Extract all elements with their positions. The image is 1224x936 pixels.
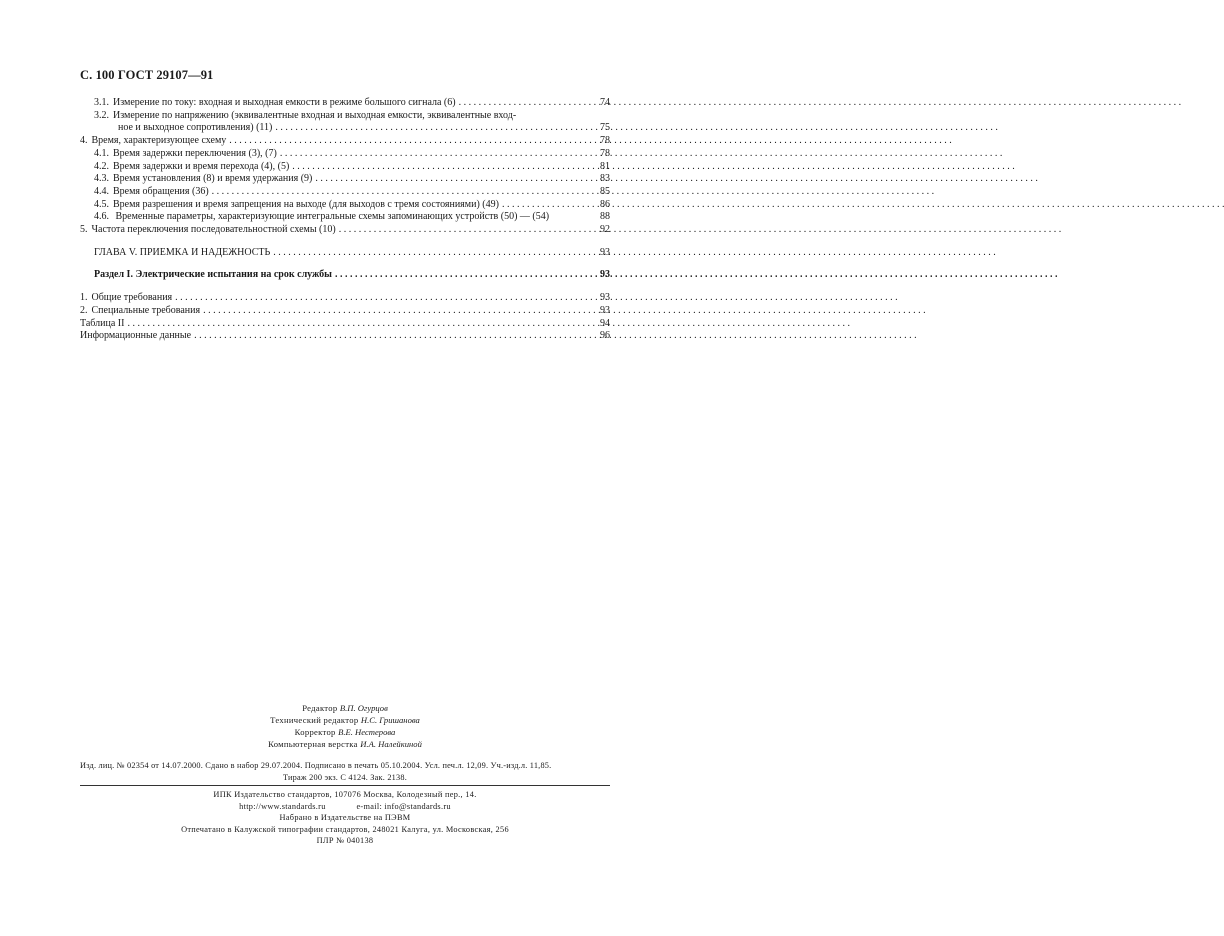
toc-leader-dots xyxy=(275,122,593,135)
toc-entry xyxy=(80,110,610,123)
toc-page-number: 93 xyxy=(600,304,610,316)
publisher-block xyxy=(80,789,610,847)
toc-leader-dots xyxy=(203,305,593,318)
toc-entry-title xyxy=(94,211,596,224)
toc-page-number: 74 xyxy=(600,97,610,108)
toc-entry-text: Время разрешения и время запрещения на выходе (для выходов с тремя состояниями) (49) xyxy=(113,198,499,210)
toc-entry-text: Общие требования xyxy=(91,292,173,304)
toc-entry xyxy=(80,305,610,318)
toc-leader-dots xyxy=(292,161,593,174)
toc-entry-title xyxy=(80,330,191,343)
toc-entry-number: 1. xyxy=(80,292,88,304)
toc-leader-dots xyxy=(280,148,593,161)
toc-entry xyxy=(80,148,610,161)
toc-leader-dots xyxy=(229,135,593,148)
toc-page-number: 78 xyxy=(600,147,610,159)
toc-entry-title xyxy=(80,305,200,318)
toc-entry-number: 5. xyxy=(80,224,88,236)
toc-entry-number: 4.4. xyxy=(94,185,109,197)
typeset-note: Набрано в Издательстве на ПЭВМ xyxy=(279,813,411,822)
toc-entry-text: Специальные требования xyxy=(91,304,201,316)
toc-entry-text: Время установления (8) и время удержания (9) xyxy=(113,173,313,185)
printing-house: Отпечатано в Калужской типографии стандартов, 248021 Калуга, ул. Московская, 256 xyxy=(181,824,509,834)
toc-page-number: 93 xyxy=(600,246,610,258)
toc-leader-dots xyxy=(315,173,593,186)
toc-leader-dots xyxy=(502,199,593,212)
toc-entry-number: 4.1. xyxy=(94,147,109,159)
toc-leader-dots xyxy=(212,186,593,199)
toc-entry-title xyxy=(80,318,124,331)
imprint-line-2: Тираж 200 экз. С 4124. Зак. 2138. xyxy=(282,772,407,782)
toc-leader-dots xyxy=(273,247,593,260)
toc-entry xyxy=(80,97,610,110)
toc-entry-text: ное и выходное сопротивления) (11) xyxy=(118,122,273,134)
toc-spacer xyxy=(80,237,610,247)
table-of-contents xyxy=(80,97,610,343)
toc-entry-number: 4.3. xyxy=(94,173,109,185)
toc-page-number: 78 xyxy=(600,135,610,147)
toc-entry-text: Таблица II xyxy=(80,317,125,329)
toc-entry-text: Временные параметры, характеризующие интегральные схемы запоминающих устройств (50) — (54) xyxy=(113,211,550,223)
toc-leader-dots xyxy=(194,330,593,343)
toc-entry-number: 4. xyxy=(80,135,88,147)
toc-page-number: 86 xyxy=(600,198,610,210)
credit-editor: Редактор В.П. Огурцов xyxy=(302,703,388,713)
publisher-address: ИПК Издательство стандартов, 107076 Москва, Колодезный пер., 14. xyxy=(213,790,477,799)
toc-entry xyxy=(80,224,610,237)
toc-entry-text: Измерение по току: входная и выходная емкости в режиме большого сигнала (6) xyxy=(113,97,456,108)
toc-entry-text: ГЛАВА V. ПРИЕМКА И НАДЕЖНОСТЬ xyxy=(94,246,271,258)
toc-entry xyxy=(80,186,610,199)
license-number: ПЛР № 040138 xyxy=(316,836,374,845)
toc-entry xyxy=(80,292,610,305)
toc-entry xyxy=(80,211,610,224)
toc-leader-dots xyxy=(127,318,593,331)
toc-leader-dots xyxy=(339,224,593,237)
toc-entry-number: 4.6. xyxy=(94,211,109,223)
toc-page-number: 94 xyxy=(600,317,610,329)
toc-entry-title xyxy=(80,224,336,237)
toc-entry-text: Время задержки и время перехода (4), (5) xyxy=(113,160,290,172)
credits-block xyxy=(80,702,610,750)
toc-entry-title xyxy=(118,122,272,135)
toc-entry-title xyxy=(94,269,332,282)
toc-leader-dots xyxy=(335,269,593,282)
toc-entry xyxy=(80,330,610,343)
toc-entry-title xyxy=(94,199,499,212)
toc-leader-dots xyxy=(175,292,593,305)
toc-entry-title xyxy=(94,247,270,260)
toc-entry xyxy=(80,135,610,148)
toc-entry-number: 2. xyxy=(80,304,88,316)
toc-entry-title xyxy=(94,148,277,161)
toc-entry-title xyxy=(80,135,226,148)
toc-entry-title xyxy=(94,186,209,199)
toc-entry-text: Время обращения (36) xyxy=(113,185,209,197)
toc-entry xyxy=(80,161,610,174)
toc-page-number: 93 xyxy=(600,269,610,281)
toc-entry xyxy=(80,122,610,135)
divider-rule xyxy=(80,785,610,786)
toc-entry-title xyxy=(94,110,596,123)
toc-entry-text: Частота переключения последовательностной схемы (10) xyxy=(91,224,336,236)
toc-spacer xyxy=(80,259,610,269)
toc-entry-number: 4.2. xyxy=(94,160,109,172)
toc-entry-number: 4.5. xyxy=(94,198,109,210)
toc-entry-title xyxy=(94,173,312,186)
toc-spacer xyxy=(80,282,610,292)
toc-entry xyxy=(80,269,610,282)
credit-proofreader: Корректор В.Е. Нестерова xyxy=(294,727,396,737)
toc-entry-text: Информационные данные xyxy=(80,330,192,342)
toc-entry-number: 3.1. xyxy=(94,97,109,108)
toc-entry xyxy=(80,173,610,186)
toc-entry-text: Раздел I. Электрические испытания на срок службы xyxy=(94,269,332,281)
credit-tech-editor: Технический редактор Н.С. Гришанова xyxy=(270,715,420,725)
toc-entry xyxy=(80,247,610,260)
toc-page-number: 93 xyxy=(600,292,610,304)
publisher-contacts xyxy=(80,801,610,813)
publisher-email: e-mail: info@standards.ru xyxy=(356,801,451,811)
toc-page-number: 88 xyxy=(600,211,610,223)
toc-entry-number: 3.2. xyxy=(94,109,109,121)
page-header: С. 100 ГОСТ 29107—91 xyxy=(80,68,214,82)
toc-entry-title xyxy=(94,97,456,110)
toc-page-number: 75 xyxy=(600,122,610,134)
toc-entry-text: Время, характеризующее схему xyxy=(91,135,227,147)
toc-entry-text: Измерение по напряжению (эквивалентные входная и выходная емкости, эквивалентные вход- xyxy=(113,109,517,121)
toc-entry xyxy=(80,318,610,331)
toc-page-number: 96 xyxy=(600,330,610,342)
publisher-url: http://www.standards.ru xyxy=(239,801,326,811)
toc-page-number: 85 xyxy=(600,185,610,197)
toc-page-number: 92 xyxy=(600,224,610,236)
toc-page-number: 81 xyxy=(600,160,610,172)
toc-entry-title xyxy=(80,292,172,305)
toc-entry-title xyxy=(94,161,289,174)
imprint-line-1: Изд. лиц. № 02354 от 14.07.2000. Сдано в набор 29.07.2004. Подписано в печать 05.10.2004. Усл. печ.л. 12,09. Уч.-изд.л. 11,85. xyxy=(80,761,552,770)
imprint-block xyxy=(80,760,610,783)
toc-entry-text: Время задержки переключения (3), (7) xyxy=(113,147,277,159)
toc-entry xyxy=(80,199,610,212)
toc-leader-dots xyxy=(459,97,593,110)
toc-page-number: 83 xyxy=(600,173,610,185)
credit-layout: Компьютерная верстка И.А. Налейкиной xyxy=(268,739,422,749)
